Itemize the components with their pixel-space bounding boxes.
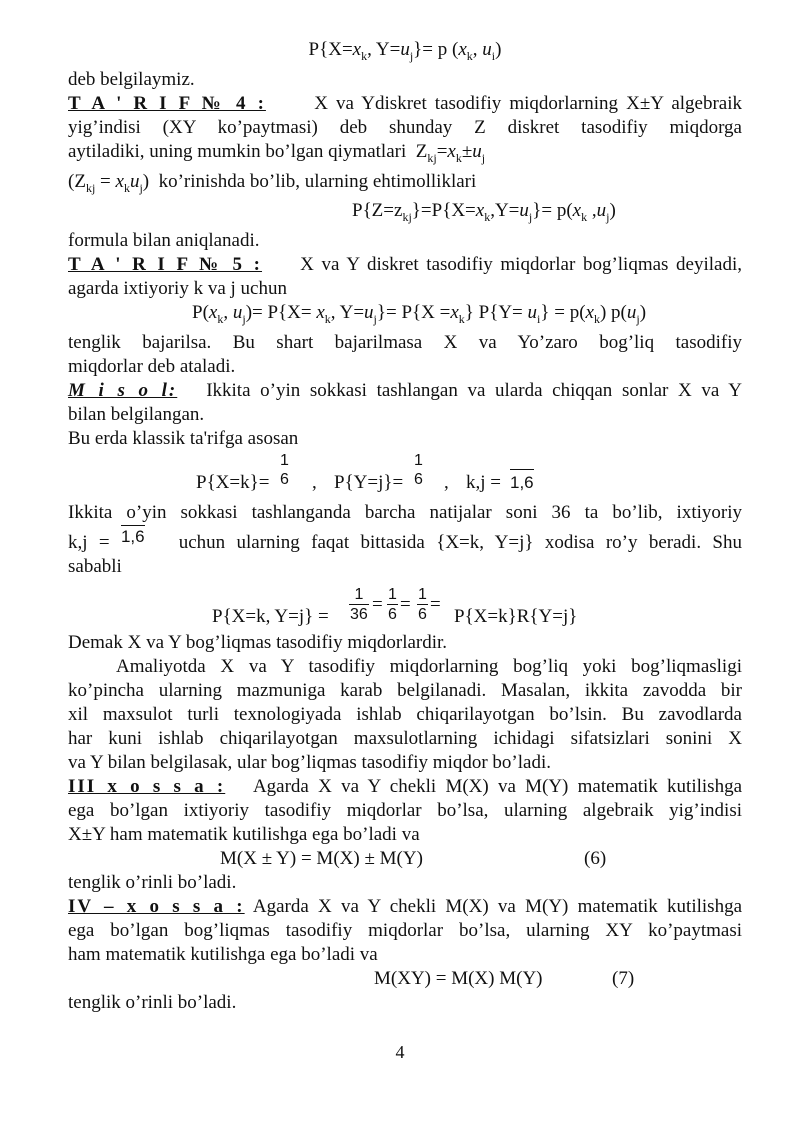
fraction-one-thirtysixth: $\frac{1}{36}$ bbox=[350, 585, 368, 623]
paragraph-line: ega bo’lgan ixtiyoriy tasodifiy miqdorlar bo’lsa, ularning algebraik yig’indisi bbox=[68, 799, 742, 821]
paragraph-line: yig’indisi (XY ko’paytmasi) deb shunday Z diskret tasodifiy miqdorga bbox=[68, 116, 742, 138]
example-line bbox=[68, 379, 742, 403]
paragraph-line: deb belgilaymiz. bbox=[68, 68, 195, 90]
definition-4-line bbox=[68, 92, 742, 116]
paragraph-line: X±Y ham matematik kutilishga ega bo’ladi va bbox=[68, 823, 420, 845]
fraction-one-sixth: 1 6 bbox=[414, 451, 423, 488]
definition-5-text: X va Y diskret tasodifiy miqdorlar bog’liqmas deyiladi, bbox=[300, 254, 743, 276]
paragraph-line: ko’pincha ularning mazmuniga karab belgilanadi. Masalan, ikkita zavodda bir bbox=[68, 679, 742, 701]
fraction-one-sixth: $\frac{1}{6}$ bbox=[418, 585, 427, 623]
paragraph-line: va Y bilan belgilasak, ular bog’liqmas tasodifiy miqdor bo’ladi. bbox=[68, 751, 551, 773]
equation-number: (6) bbox=[584, 847, 607, 869]
formula-uniform-probabilities: P{X=k}= 1 6 , P{Y=j}= 1 6 , k,j = 1,6 bbox=[196, 451, 534, 493]
paragraph-line: ham matematik kutilishga ega bo’ladi va bbox=[68, 943, 378, 965]
fraction-one-sixth: $\frac{1}{6}$ bbox=[388, 585, 397, 623]
paragraph-line: Demak X va Y bog’liqmas tasodifiy miqdorlardir. bbox=[68, 631, 448, 653]
paragraph-line: tenglik o’rinli bo’ladi. bbox=[68, 871, 237, 893]
paragraph-line: tenglik o’rinli bo’ladi. bbox=[68, 991, 237, 1013]
paragraph-line: bilan belgilangan. bbox=[68, 403, 205, 425]
page-number: 4 bbox=[395, 1042, 405, 1062]
paragraph-line: tenglik bajarilsa. Bu shart bajarilmasa X va Yo’zaro bog’liq tasodifiy bbox=[68, 331, 742, 353]
formula-z-probability: $P\{Z=z_{kj}\}=P\{X=x_k,Y=u_j\}= p(x_k$ $,u_j$) bbox=[352, 200, 616, 225]
equation-number: (7) bbox=[612, 967, 635, 989]
formula-independence: $P(x_k$, $u_j)= P\{X= x_k$, $Y=u_j\}= P\{X =x_k\}$ $P\{Y= u_i\} = p(x_k)$ $p(u_j)$ bbox=[192, 302, 647, 326]
property-4-label: IV – x o s s a : bbox=[68, 895, 245, 917]
definition-5-label: T A ' R I F № 5 : bbox=[68, 254, 263, 276]
paragraph-line: ega bo’lgan bog’liqmas tasodifiy miqdorlar bo’lsa, ularning XY ko’paytmasi bbox=[68, 919, 742, 941]
paragraph-line: Ikkita o’yin sokkasi tashlanganda barcha natijalar soni 36 ta bo’lib, ixtiyoriy bbox=[68, 501, 742, 523]
definition-5-line bbox=[68, 253, 742, 277]
formula-product-probability: P{X=k, Y=j} = $\frac{1}{36}$ = $\frac{1}{6}$ = $\frac{1}{6}$ = P{X=k}R{Y=j} bbox=[212, 585, 578, 627]
formula-expectation-sum: M(X ± Y) = M(X) ± M(Y) (6) bbox=[220, 847, 607, 869]
paragraph-line: har kuni ishlab chiqarilayotgan maxsulotlarning ichidagi sifatsizlari sonini X bbox=[68, 727, 742, 749]
paragraph-line: Bu erda klassik ta'rifga asosan bbox=[68, 427, 299, 449]
fraction-one-sixth: 1 6 bbox=[280, 451, 289, 488]
range-1-to-6: 1,6 bbox=[510, 469, 534, 495]
paragraph-line: xil maxsulot turli texnologiyada ishlab chiqarilayotgan bo’lsin. Bu zavodlarda bbox=[68, 703, 742, 725]
property-3-label: III x o s s a : bbox=[68, 775, 226, 797]
range-1-to-6: 1,6 bbox=[120, 526, 145, 546]
paragraph-line: aytiladiki, uning mumkin bo’lgan qiymatlari $Z_{kj}=x_k\pm u_j$ bbox=[68, 140, 486, 165]
property-4-line: IV – x o s s a : Agarda X va Y chekli M(X) va M(Y) matematik kutilishga bbox=[68, 895, 742, 917]
paragraph-line: agarda ixtiyoriy k va j uchun bbox=[68, 278, 287, 300]
definition-4-text: X va Ydiskret tasodifiy miqdorlarning X±Y algebraik bbox=[314, 92, 743, 114]
paragraph-line: sababli bbox=[68, 555, 122, 577]
paragraph-line: k,j = 1,6 uchun ularning faqat bittasida {X=k, Y=j} xodisa ro’y beradi. Shu bbox=[68, 526, 742, 553]
property-3-line: III x o s s a : Agarda X va Y chekli M(X) va M(Y) matematik kutilishga bbox=[68, 775, 742, 797]
example-label: M i s o l: bbox=[68, 379, 178, 401]
formula-expectation-product: M(XY) = M(X) M(Y) (7) bbox=[374, 967, 635, 989]
example-text: Ikkita o’yin sokkasi tashlangan va ularda chiqqan sonlar X va Y bbox=[206, 379, 742, 401]
paragraph-line: Amaliyotda X va Y tasodifiy miqdorlarning bog’liq yoki bog’liqmasligi bbox=[116, 655, 742, 677]
formula-joint-probability: $P\{X=x_k$, $Y=u_j\}= p$ ($x_k$, $u_i$) bbox=[308, 39, 502, 63]
paragraph-line: miqdorlar deb ataladi. bbox=[68, 355, 236, 377]
paragraph-line: $(Z_{kj} = x_ku_j)$ ko’rinishda bo’lib, ularning ehtimolliklari bbox=[68, 170, 477, 195]
document-page bbox=[68, 38, 742, 1015]
paragraph-line: formula bilan aniqlanadi. bbox=[68, 230, 260, 252]
definition-4-label: T A ' R I F № 4 : bbox=[68, 92, 266, 114]
